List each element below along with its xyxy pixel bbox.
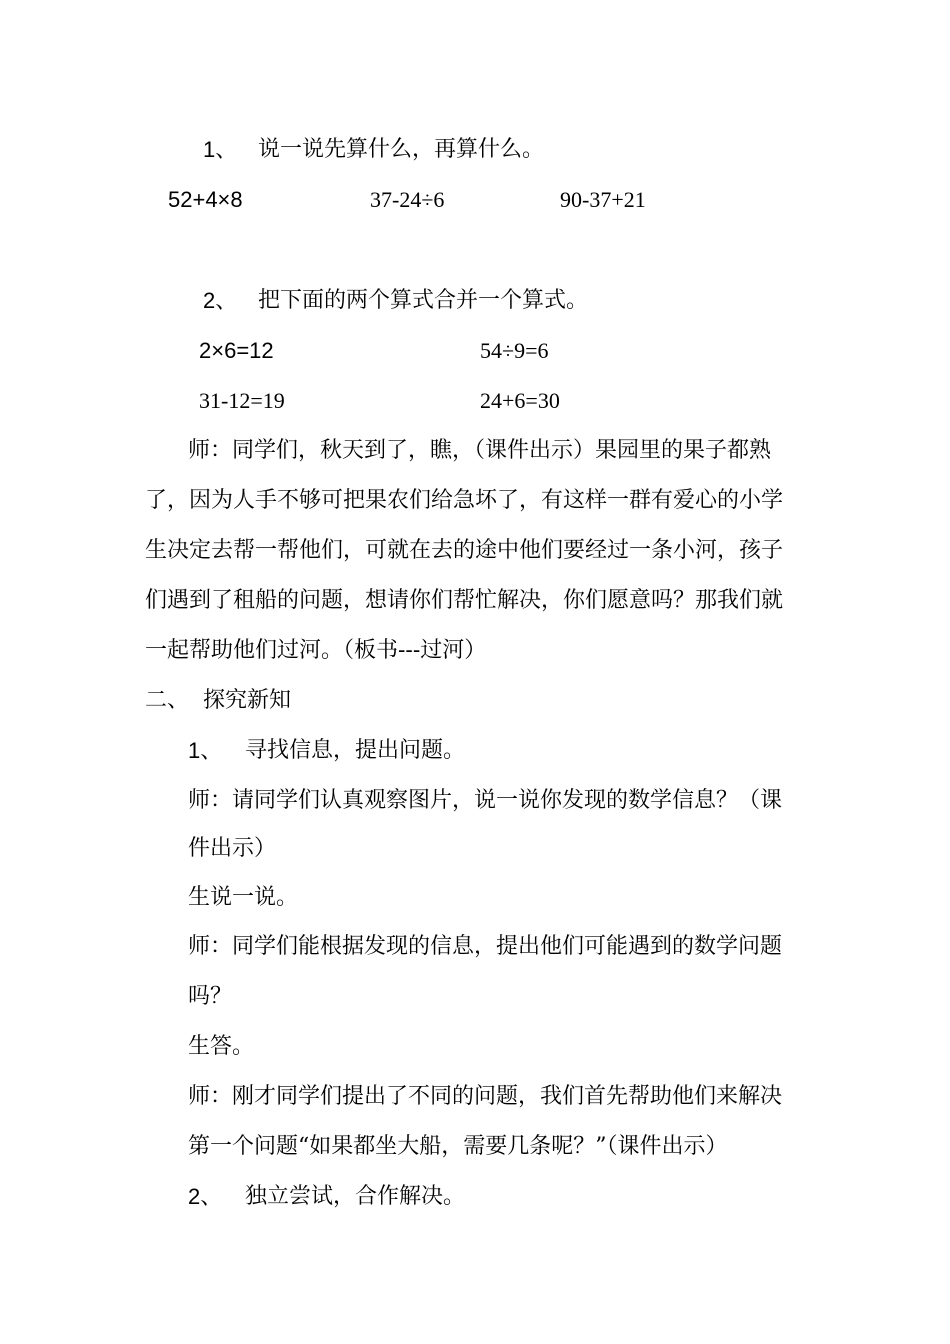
- list-number: 2、: [188, 1184, 223, 1209]
- paragraph-line: 件出示）: [188, 836, 277, 861]
- equation: 24+6=30: [480, 388, 560, 413]
- paragraph-line: 生答。: [188, 1034, 255, 1059]
- list-item-text: 独立尝试，合作解决。: [245, 1184, 466, 1209]
- list-number: 1、: [203, 137, 238, 162]
- paragraph-line: 师：同学们能根据发现的信息，提出他们可能遇到的数学问题: [188, 934, 783, 959]
- expression: [168, 186, 243, 215]
- paragraph-line: 生说一说。: [188, 885, 299, 910]
- expression-text: 52+4×8: [168, 187, 243, 212]
- list-number: 2、: [203, 288, 238, 313]
- equation: 54÷9=6: [480, 338, 549, 363]
- list-item-text: 说一说先算什么，再算什么。: [258, 137, 545, 162]
- equation: 31-12=19: [199, 388, 285, 413]
- paragraph-line: 吗？: [188, 984, 233, 1009]
- section-number: 二、: [145, 688, 190, 713]
- equation: 2×6=12: [199, 338, 274, 363]
- paragraph-line: 师：同学们，秋天到了，瞧，（课件出示）果园里的果子都熟: [188, 438, 772, 463]
- paragraph-line: 生决定去帮一帮他们，可就在去的途中他们要经过一条小河，孩子: [145, 538, 784, 563]
- paragraph-line: 了，因为人手不够可把果农们给急坏了，有这样一群有爱心的小学: [145, 488, 784, 513]
- list-number: 1、: [188, 738, 223, 763]
- paragraph-line: 第一个问题“如果都坐大船，需要几条呢？”（课件出示）: [188, 1134, 728, 1159]
- paragraph-line: 一起帮助他们过河。（板书---过河）: [145, 638, 487, 663]
- expression: 90-37+21: [560, 187, 646, 212]
- paragraph-line: 们遇到了租船的问题，想请你们帮忙解决，你们愿意吗？那我们就: [145, 588, 784, 613]
- expression: 37-24÷6: [370, 187, 445, 212]
- section-heading: 探究新知: [203, 688, 292, 713]
- paragraph-line: 师：刚才同学们提出了不同的问题，我们首先帮助他们来解决: [188, 1084, 783, 1109]
- list-item-text: 把下面的两个算式合并一个算式。: [258, 288, 589, 313]
- list-item-text: 寻找信息，提出问题。: [245, 738, 466, 763]
- paragraph-line: 师：请同学们认真观察图片，说一说你发现的数学信息？（课: [188, 788, 783, 813]
